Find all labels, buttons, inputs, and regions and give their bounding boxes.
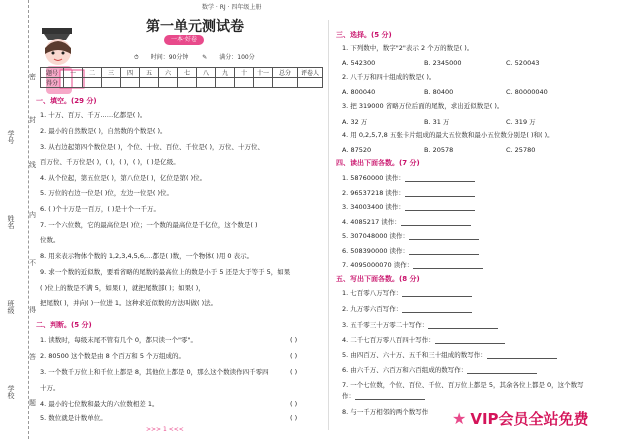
question-text: 6. ( )个十万是一百万，( )是十个一千万。 — [40, 205, 161, 213]
answer-paren[interactable]: ( ) — [290, 368, 298, 376]
score-header-cell: 五 — [140, 68, 159, 78]
answer-line[interactable] — [405, 190, 475, 197]
judge-question: 5. 数位就是计数单位。 — [40, 414, 107, 422]
score-header-cell: 九 — [216, 68, 235, 78]
score-cell — [121, 78, 140, 88]
score-header-cell: 六 — [159, 68, 178, 78]
binding-label: 学号 — [7, 130, 15, 144]
score-cell — [102, 78, 121, 88]
page-divider — [328, 20, 329, 430]
question-text: 8. 用来表示物体个数的 1,2,3,4,5,6,…都是( )数，一个物体( )用 0 表示。 — [40, 252, 254, 260]
choice-option[interactable]: C. 319 万 — [506, 118, 536, 126]
score-cell — [216, 78, 235, 88]
exam-time: 时间：90分钟 — [150, 54, 189, 61]
exam-score: 满分：100分 — [219, 54, 255, 61]
read-number-text: 3. 34003400 读作： — [342, 203, 405, 211]
write-number-item — [342, 289, 472, 297]
choice-option[interactable]: B. 31 万 — [424, 118, 450, 126]
score-header-cell: 八 — [197, 68, 216, 78]
write-number-item — [342, 336, 505, 344]
answer-line[interactable] — [467, 367, 537, 374]
page-title: 第一单元测试卷 — [146, 19, 244, 35]
answer-line[interactable] — [487, 352, 557, 359]
question-text: 位数。 — [40, 236, 60, 244]
binding-label: 姓名 — [7, 215, 15, 229]
answer-line[interactable] — [405, 204, 475, 211]
clock-icon: ⏱ — [134, 54, 139, 61]
score-table — [40, 67, 323, 88]
score-header-cell: 总分 — [273, 68, 298, 78]
write-number-item — [342, 366, 537, 374]
score-cell — [254, 78, 273, 88]
choice-question: 2. 八千万和四十组成的数是( )。 — [342, 73, 436, 81]
question-text: 9. 求一个数的近似数，要看省略的尾数的最高位上的数是小于 5 还是大于等于 5，如果 — [40, 268, 291, 276]
choice-option[interactable]: A. 87520 — [342, 146, 372, 154]
judge-question: 十万。 — [40, 384, 60, 392]
vip-watermark — [452, 408, 622, 436]
write-number-item — [342, 381, 584, 389]
answer-line[interactable] — [409, 248, 479, 255]
question-text: 5. 万位的右边一位是( )位，左边一位是( )位。 — [40, 189, 174, 197]
answer-line[interactable] — [409, 233, 479, 240]
question-text: 百万位、千万位是( )，( )，( )，( )，( )是亿级。 — [40, 158, 180, 166]
answer-line[interactable] — [402, 306, 472, 313]
binding-char: 得 — [29, 306, 36, 314]
read-number-text: 4. 4085217 读作： — [342, 217, 401, 226]
score-cell — [273, 78, 298, 88]
question-text: ( )位上的数是不满 5，如果( )，就把尾数部( )；如果( )， — [40, 284, 205, 292]
right-column — [336, 0, 622, 439]
read-number-text: 1. 58760000 读作： — [342, 174, 405, 182]
score-header-cell: 二 — [83, 68, 102, 78]
score-header-cell: 三 — [102, 68, 121, 78]
write-number-text: 作： — [342, 392, 355, 400]
score-header-cell: 十 — [235, 68, 254, 78]
choice-option[interactable]: C. 25780 — [506, 146, 536, 154]
read-number-item — [342, 232, 479, 240]
score-cell — [83, 78, 102, 88]
write-number-item — [342, 305, 472, 313]
left-column — [34, 0, 324, 439]
choice-question: 4. 用 0,2,5,7,8 五张卡片组成的最大五位数和最小五位数分别是( )和( )。 — [342, 131, 554, 139]
score-cell — [159, 78, 178, 88]
answer-paren[interactable]: ( ) — [290, 336, 298, 344]
section-title: 三、选择。(5 分) — [336, 31, 392, 39]
binding-label: 学校 — [7, 385, 15, 399]
choice-option[interactable]: B. 80400 — [424, 88, 454, 96]
choice-option[interactable]: A. 32 万 — [342, 118, 368, 126]
score-cell — [235, 78, 254, 88]
subject-label: 数学 · RJ · 四年级上册 — [202, 4, 262, 11]
choice-question: 3. 把 319000 省略万位后面的尾数，求出近似数是( )。 — [342, 102, 504, 110]
star-icon: ★ — [452, 409, 467, 428]
score-header-cell: 十一 — [254, 68, 273, 78]
judge-question: 1. 读数时，每级末尾不管有几个 0，都只读一个"零"。 — [40, 336, 197, 344]
question-text: 把尾数( )，并向( )一位进 1。这种求近似数的方法叫做( )法。 — [40, 299, 218, 307]
read-number-item — [342, 247, 479, 255]
write-number-item — [342, 392, 425, 400]
score-header-cell: 一 — [64, 68, 83, 78]
read-number-item — [342, 203, 475, 211]
choice-option[interactable]: B. 20578 — [424, 146, 454, 154]
question-text: 2. 最小的自然数是( )，自然数的个数是( )。 — [40, 127, 167, 135]
judge-question: 3. 一个数千万位上和千位上都是 8，其他位上都是 0，那么这个数读作四千零四 — [40, 368, 269, 376]
read-number-item — [342, 261, 483, 269]
answer-line[interactable] — [402, 290, 472, 297]
write-number-text: 3. 五千零三十万零二十写作： — [342, 321, 429, 329]
answer-paren[interactable]: ( ) — [290, 400, 298, 408]
question-text: 1. 十万、百万、千万……亿都是( )。 — [40, 111, 147, 119]
answer-line[interactable] — [435, 337, 505, 344]
read-number-text: 6. 508390000 读作： — [342, 246, 410, 255]
choice-option[interactable]: A. 800040 — [342, 88, 376, 96]
write-number-text: 5. 由四百万、六十万、五千和三十组成的数写作： — [342, 351, 487, 359]
answer-line[interactable] — [405, 175, 475, 182]
read-number-item — [342, 174, 475, 182]
score-cell: 得分 — [41, 78, 64, 88]
write-number-item — [342, 321, 498, 329]
write-number-text: 2. 九万零六百写作： — [342, 305, 403, 313]
binding-char: 线 — [29, 161, 36, 169]
page-number: >>> 1 <<< — [146, 426, 184, 433]
score-header-cell: 评卷人 — [298, 68, 323, 78]
judge-question: 2. 80500 这个数是由 8 个百万和 5 个万组成的。 — [40, 352, 186, 360]
score-cell — [178, 78, 197, 88]
choice-option[interactable]: A. 542300 — [342, 59, 376, 67]
score-cell — [140, 78, 159, 88]
write-number-item — [342, 351, 557, 359]
section-title: 一、填空。(29 分) — [36, 97, 97, 105]
write-number-text: 1. 七百零八万写作： — [342, 289, 403, 297]
binding-char: 不 — [29, 259, 36, 267]
choice-option[interactable]: C. 80000040 — [506, 88, 548, 96]
answer-paren[interactable]: ( ) — [290, 352, 298, 360]
write-number-text: 4. 二千七百万零八百四十写作： — [342, 336, 435, 344]
read-number-text: 2. 96537218 读作： — [342, 188, 405, 197]
binding-char: 答 — [29, 353, 36, 361]
choice-option[interactable]: C. 520043 — [506, 59, 540, 67]
score-cell — [64, 78, 83, 88]
score-cell — [298, 78, 323, 88]
read-number-text: 5. 307048000 读作： — [342, 232, 410, 240]
question-text: 7. 一个六位数，它的最高位是( )位；一个数的最高位是千亿位，这个数是( ) — [40, 221, 258, 229]
section-title: 二、判断。(5 分) — [36, 321, 92, 329]
binding-char: 封 — [29, 116, 36, 124]
binding-char: 内 — [29, 211, 36, 219]
binding-label: 班级 — [7, 300, 15, 314]
write-number-text: 7. 一个七位数，个位、百位、千位、百万位上都是 5，其余各位上都是 0，这个数写 — [342, 381, 584, 389]
read-number-text: 7. 4095000070 读作： — [342, 261, 414, 269]
question-text: 3. 从右边起第四个数位是( )，个位、十位、百位、千位是( )，万位、十万位、 — [40, 143, 265, 151]
write-number-item — [342, 408, 428, 416]
question-text: 4. 从个位起，第五位是( )，第八位是( )，亿位是第( )位。 — [40, 174, 207, 182]
judge-question: 4. 最小的七位数和最大的六位数相差 1。 — [40, 400, 159, 408]
binding-char: 密 — [29, 73, 36, 81]
read-number-item — [342, 189, 475, 197]
choice-option[interactable]: B. 2345000 — [424, 59, 462, 67]
section-title: 四、读出下面各数。(7 分) — [336, 159, 420, 167]
brand-badge: 一本·好卷 — [164, 35, 204, 45]
choice-question: 1. 下列数中，数字"2"表示 2 个万的数是( )。 — [342, 44, 474, 52]
score-cell — [197, 78, 216, 88]
score-header-cell: 题号 — [41, 68, 64, 78]
score-header-cell: 七 — [178, 68, 197, 78]
answer-paren[interactable]: ( ) — [290, 414, 298, 422]
exam-meta — [134, 52, 267, 62]
binding-char: 题 — [29, 399, 36, 407]
answer-line[interactable] — [355, 393, 425, 400]
write-number-text: 8. 与一千万相邻的两个数写作 — [342, 408, 429, 416]
score-header-cell: 四 — [121, 68, 140, 78]
answer-line[interactable] — [428, 322, 498, 329]
score-icon: ✎ — [202, 54, 208, 61]
answer-line[interactable] — [413, 262, 483, 269]
watermark-text: VIP会员全站免费 — [470, 410, 589, 428]
answer-line[interactable] — [401, 219, 471, 226]
read-number-item — [342, 218, 471, 226]
section-title: 五、写出下面各数。(8 分) — [336, 275, 420, 283]
write-number-text: 6. 由六千万、六百万和六百组成的数写作： — [342, 366, 468, 374]
